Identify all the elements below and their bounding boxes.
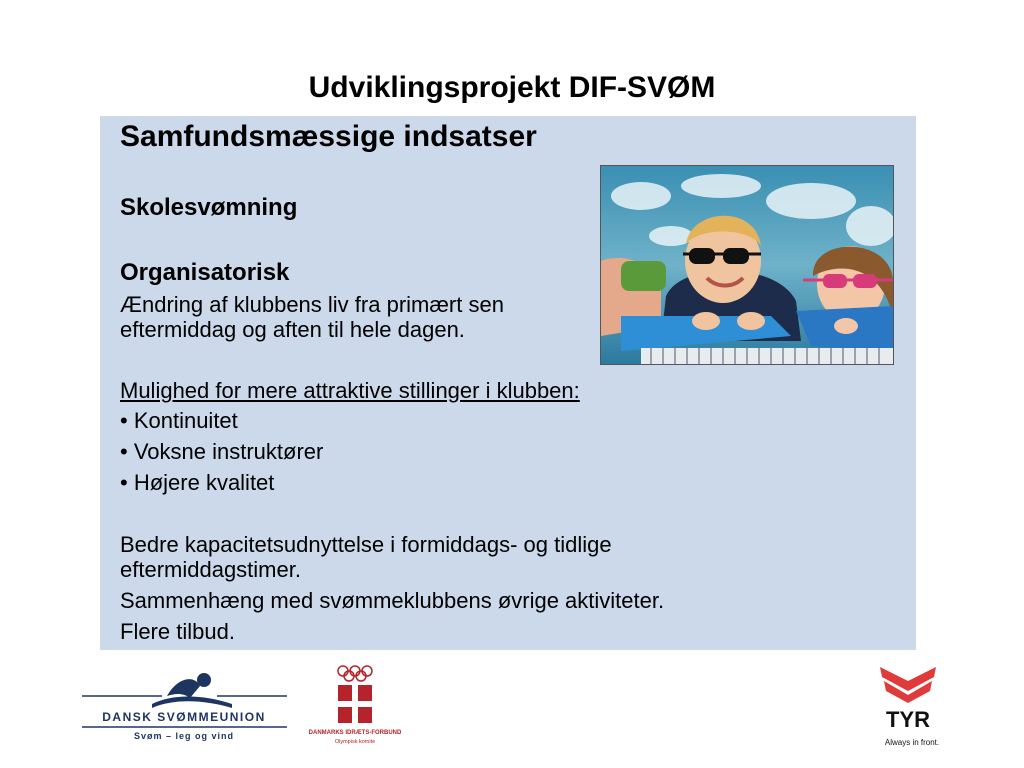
children-swimming-photo [600,165,894,365]
svg-text:Svøm – leg og vind: Svøm – leg og vind [133,731,235,741]
svg-text:DANMARKS IDRÆTS-FORBUND: DANMARKS IDRÆTS-FORBUND [308,730,402,736]
sammenhaeng-text: Sammenhæng med svømmeklubbens øvrige aktiviteter. [120,588,665,613]
svg-text:Always in front.: Always in front. [884,738,940,747]
section-heading: Samfundsmæssige indsatser [120,120,537,153]
bedre-text-line-1: Bedre kapacitetsudnyttelse i formiddags- og tidlige [120,532,612,557]
svg-text:TYR: TYR [886,707,930,732]
bullet-item: • Højere kvalitet [120,470,275,495]
bullet-item: • Voksne instruktører [120,439,324,464]
subheading-skolesvomning: Skolesvømning [120,194,298,221]
organisatorisk-text-line-1: Ændring af klubbens liv fra primært sen [120,292,504,317]
organisatorisk-text-line-2: eftermiddag og aften til hele dagen. [120,317,465,342]
subheading-organisatorisk: Organisatorisk [120,259,290,286]
mulighed-heading: Mulighed for mere attraktive stillinger i klubben: [120,378,580,403]
dansk-svommeunion-logo [82,668,287,748]
bedre-text-line-2: eftermiddagstimer. [120,557,301,582]
tyr-logo [876,663,946,751]
bullet-item: • Kontinuitet [120,408,238,433]
slide-title: Udviklingsprojekt DIF-SVØM [308,71,716,104]
flere-tilbud-text: Flere tilbud. [120,619,235,644]
dif-logo [305,663,405,747]
svg-text:Olympisk komite: Olympisk komite [334,739,376,745]
svg-text:DANSK SVØMMEUNION: DANSK SVØMMEUNION [102,710,266,724]
